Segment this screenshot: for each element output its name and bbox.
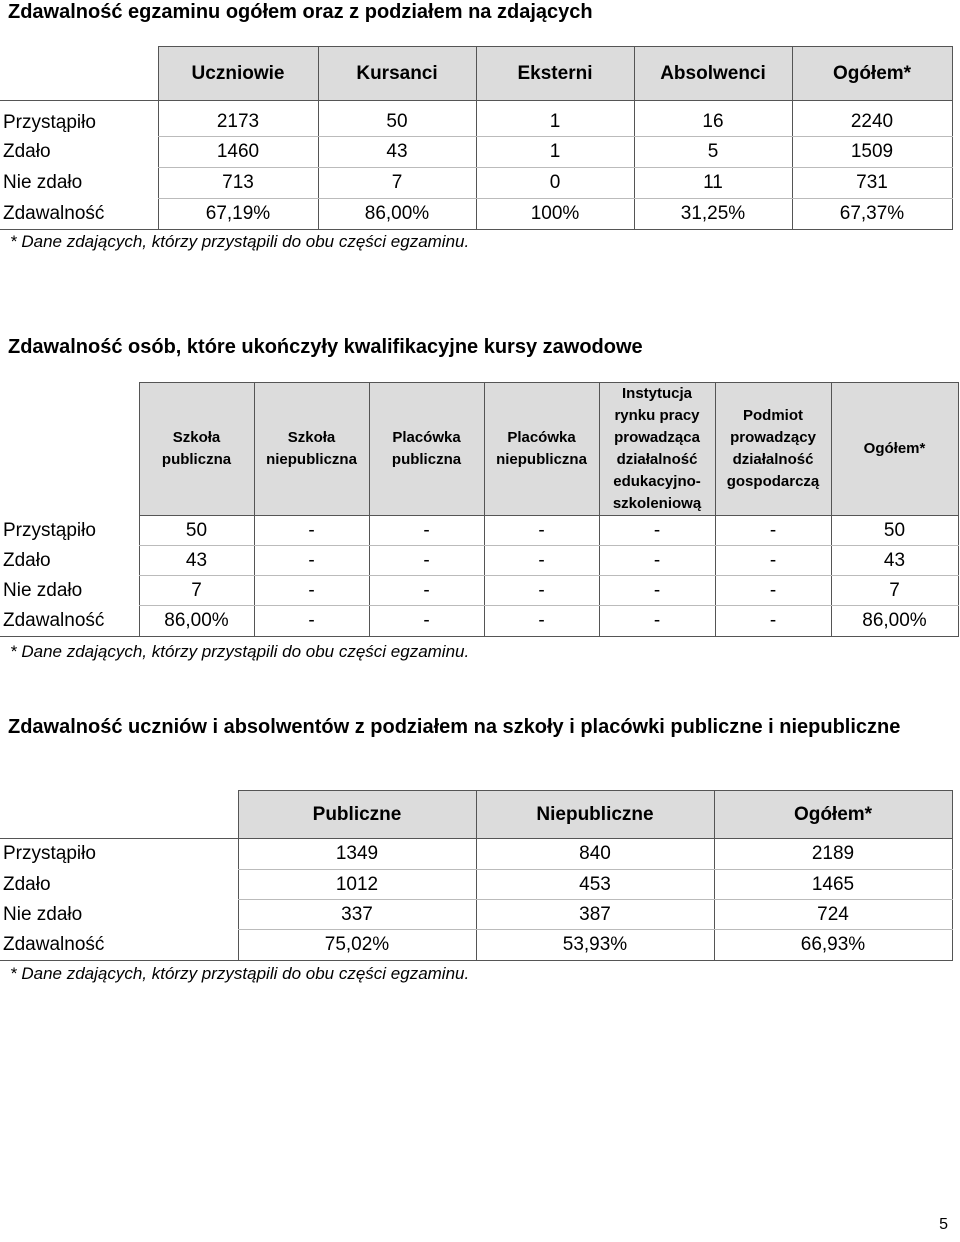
row-label: Zdało [3, 141, 51, 162]
table-row [0, 199, 952, 230]
column-header: Eksterni [476, 47, 634, 101]
table-footnote: * Dane zdających, którzy przystąpili do obu części egzaminu. [10, 964, 470, 983]
section2-title: Zdawalność osób, które ukończyły kwalifikacyjne kursy zawodowe [8, 336, 643, 358]
table-vocational-courses [0, 382, 959, 637]
column-header: Publiczne [238, 791, 476, 839]
table-header-row [0, 791, 952, 839]
table-header-row [0, 383, 958, 516]
table-row [0, 137, 952, 168]
table-cell: 1349 [238, 839, 476, 870]
table-footnote: * Dane zdających, którzy przystąpili do obu części egzaminu. [10, 642, 470, 661]
table-cell: 453 [476, 870, 714, 900]
table-row [0, 168, 952, 199]
table-cell: 7 [139, 576, 254, 606]
table-cell: - [715, 576, 831, 606]
row-label: Nie zdało [3, 172, 83, 193]
table-cell: - [599, 516, 715, 546]
column-header: Placówka niepubliczna [484, 383, 599, 516]
table-cell: - [254, 546, 369, 576]
table-cell: - [599, 546, 715, 576]
table-cell: - [254, 606, 369, 637]
table-cell: 7 [831, 576, 958, 606]
column-header: Uczniowie [158, 47, 318, 101]
table-cell: - [484, 576, 599, 606]
table-cell: 2240 [792, 101, 952, 137]
table-cell: - [254, 576, 369, 606]
table-cell: - [715, 606, 831, 637]
table-row [0, 900, 952, 930]
table-cell: 43 [831, 546, 958, 576]
table-cell: 100% [476, 199, 634, 230]
table-cell: - [715, 516, 831, 546]
table-cell: 713 [158, 168, 318, 199]
table-cell: 1465 [714, 870, 952, 900]
table-cell: 67,19% [158, 199, 318, 230]
row-label: Nie zdało [3, 579, 83, 601]
table-cell: 2189 [714, 839, 952, 870]
table-row [0, 546, 958, 576]
table-cell: 11 [634, 168, 792, 199]
table-cell: - [369, 606, 484, 637]
row-label: Przystąpiło [0, 101, 158, 137]
table-row [0, 516, 958, 546]
table-exam-by-candidate [0, 46, 953, 230]
row-label: Przystąpiło [3, 519, 96, 541]
table-cell: 75,02% [238, 930, 476, 961]
column-header: Ogółem* [792, 47, 952, 101]
column-header: Niepubliczne [476, 791, 714, 839]
table-cell: - [484, 606, 599, 637]
table-cell: 724 [714, 900, 952, 930]
table-cell: - [369, 516, 484, 546]
column-header: Instytucja rynku pracy prowadząca działalność edukacyjno-szkoleniową [599, 383, 715, 516]
header-blank-cell [0, 791, 238, 839]
table-header-row [0, 47, 952, 101]
table-cell: 387 [476, 900, 714, 930]
column-header: Ogółem* [714, 791, 952, 839]
table-cell: 1509 [792, 137, 952, 168]
header-blank-cell [0, 47, 158, 101]
section1-title: Zdawalność egzaminu ogółem oraz z podziałem na zdających [8, 1, 593, 23]
table-public-nonpublic [0, 790, 953, 961]
table-footnote: * Dane zdających, którzy przystąpili do obu części egzaminu. [10, 232, 470, 251]
column-header: Szkoła publiczna [139, 383, 254, 516]
row-label: Zdawalność [0, 199, 158, 230]
table-cell: 1 [476, 137, 634, 168]
table-cell: 43 [139, 546, 254, 576]
table-cell: 1460 [158, 137, 318, 168]
table-cell: - [254, 516, 369, 546]
table-cell: 337 [238, 900, 476, 930]
row-label: Nie zdało [3, 903, 83, 925]
column-header: Ogółem* [831, 383, 958, 516]
table-row [0, 576, 958, 606]
table-cell: 50 [831, 516, 958, 546]
table-cell: - [599, 576, 715, 606]
table-cell: - [369, 546, 484, 576]
table-cell: 840 [476, 839, 714, 870]
row-label: Przystąpiło [0, 839, 238, 870]
table-cell: - [369, 576, 484, 606]
table-cell: 86,00% [831, 606, 958, 637]
table-cell: - [484, 546, 599, 576]
column-header: Podmiot prowadzący działalność gospodarczą [715, 383, 831, 516]
table-cell: 50 [139, 516, 254, 546]
table-row [0, 606, 958, 637]
table-cell: 2173 [158, 101, 318, 137]
row-label: Zdało [3, 549, 51, 571]
table-cell: 1 [476, 101, 634, 137]
table-cell: 0 [476, 168, 634, 199]
column-header: Absolwenci [634, 47, 792, 101]
table-cell: 66,93% [714, 930, 952, 961]
column-header: Placówka publiczna [369, 383, 484, 516]
table-cell: - [599, 606, 715, 637]
column-header: Szkoła niepubliczna [254, 383, 369, 516]
table-cell: 7 [318, 168, 476, 199]
table-cell: - [715, 546, 831, 576]
table-row [0, 930, 952, 961]
table-cell: 50 [318, 101, 476, 137]
row-label: Zdało [3, 873, 51, 895]
header-blank-cell [0, 383, 139, 516]
row-label: Zdawalność [0, 606, 139, 637]
table-cell: 53,93% [476, 930, 714, 961]
table-cell: 731 [792, 168, 952, 199]
table-cell: 86,00% [139, 606, 254, 637]
section3-title: Zdawalność uczniów i absolwentów z podziałem na szkoły i placówki publiczne i niepubliczne [8, 716, 901, 738]
table-cell: 67,37% [792, 199, 952, 230]
table-cell: 31,25% [634, 199, 792, 230]
table-row [0, 839, 952, 870]
table-cell: 5 [634, 137, 792, 168]
table-row [0, 101, 952, 137]
table-cell: 16 [634, 101, 792, 137]
table-cell: - [484, 516, 599, 546]
table-cell: 43 [318, 137, 476, 168]
table-cell: 86,00% [318, 199, 476, 230]
column-header: Kursanci [318, 47, 476, 101]
row-label: Zdawalność [0, 930, 238, 961]
page-number: 5 [939, 1216, 948, 1233]
table-cell: 1012 [238, 870, 476, 900]
table-row [0, 870, 952, 900]
